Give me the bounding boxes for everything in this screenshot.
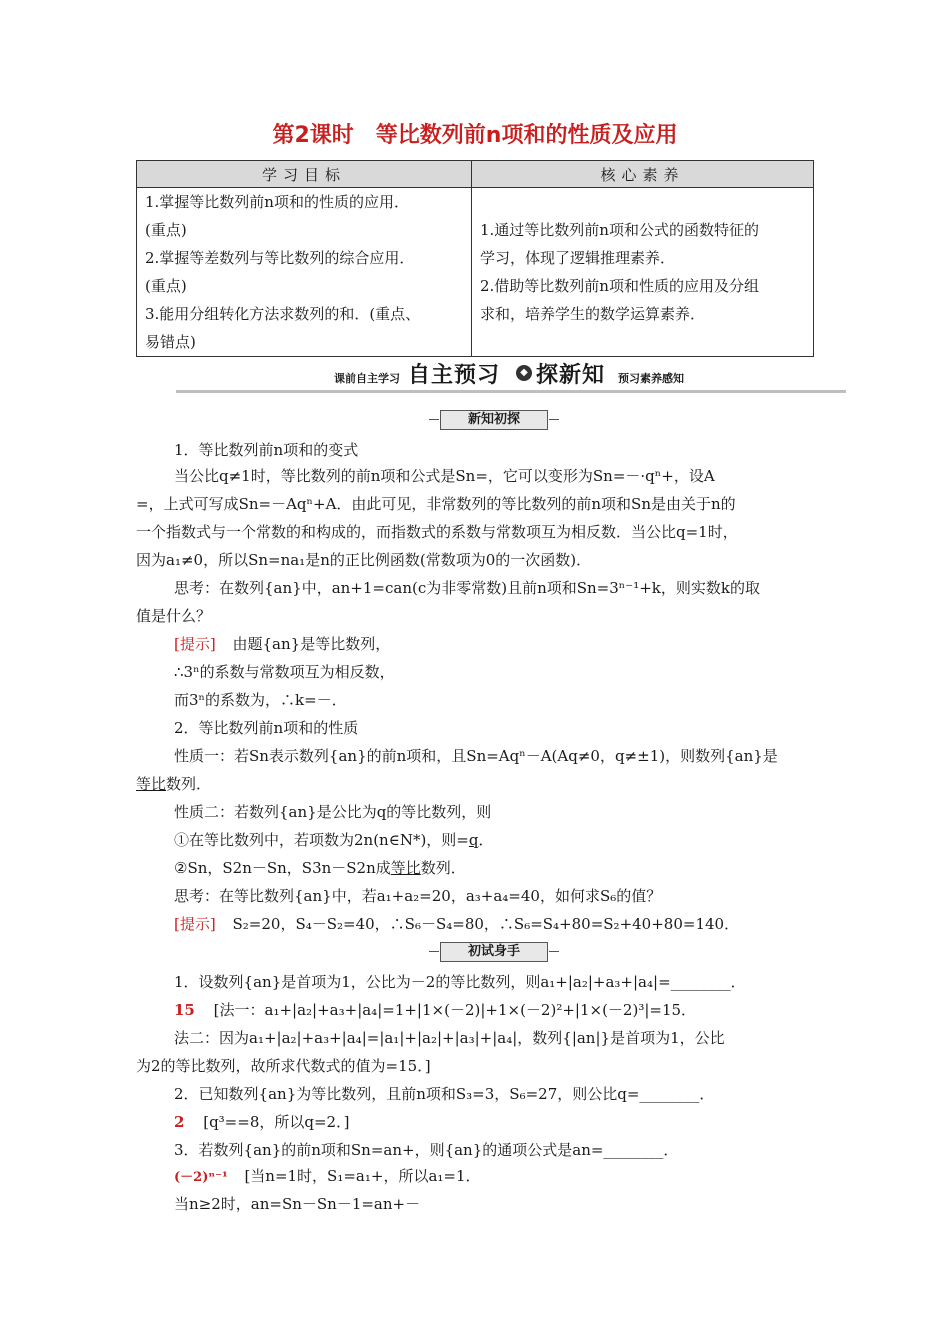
solution-text: [q³==8，所以q=2．] [203,1113,350,1131]
exercise-line: 当n≥2时，an=Sn－Sn－1=an+－ [174,1195,421,1213]
solution-text: [当n=1时，S₁=a₁+，所以a₁=1． [244,1167,481,1185]
text-line: ①在等比数列中，若项数为2n(n∈N*)，则=q． [174,831,494,849]
text-line-main: ①在等比数列中，若项数为2n(n∈N*)，则= [174,831,469,849]
tag-new-knowledge: 新知初探 [440,410,548,430]
goal-line: 易错点) [145,333,196,351]
text-line: 1．等比数列前n项和的变式 [174,441,359,459]
exercise-line [174,1166,854,1188]
hint-text: 由题{an}是等比数列， [232,635,391,653]
answer: 15 [174,1001,195,1019]
hint-line [174,914,854,934]
goal-line: 1.掌握等比数列前n项和的性质的应用． [145,193,409,211]
literacy-line: 1.通过等比数列前n项和公式的函数特征的 [480,221,759,239]
exercise-line: 3．若数列{an}的前n项和Sn=an+，则{an}的通项公式是an=________． [174,1141,679,1159]
text-line: ∴3ⁿ的系数与常数项互为相反数， [174,663,395,681]
hint-label: [提示] [174,635,216,653]
hint-label: [提示] [174,915,216,933]
text-line: 因为a₁≠0，所以Sn=na₁是n的正比例函数(常数项为0的一次函数)． [136,551,592,569]
tag-try-it: 初试身手 [440,942,548,962]
section-banner [176,360,846,393]
literacy-line: 学习，体现了逻辑推理素养． [480,249,676,267]
banner-dot-icon: ◆ [516,365,532,381]
exercise-line [174,1112,854,1132]
banner-right-small: 预习素养感知 [618,372,684,385]
text-line: 思考：在等比数列{an}中，若a₁+a₂=20，a₃+a₄=40，如何求S₆的值？ [174,887,662,905]
literacy-line: 2.借助等比数列前n项和性质的应用及分组 [480,277,759,295]
answer: (－2)ⁿ⁻¹ [174,1170,228,1185]
hint-text: S₂=20，S₄－S₂=40，∴S₆－S₄=80，∴S₆=S₄+80=S₂+40+80=140． [232,915,740,933]
banner-title-2: 探新知 [536,363,606,388]
text-line: 思考：在数列{an}中，an+1=can(c为非零常数)且前n项和Sn=3ⁿ⁻¹+k，则实数k的取 [174,579,760,597]
objectives-table [136,160,814,357]
goal-line: (重点) [145,221,187,239]
answer: 2 [174,1113,185,1131]
text-line: 性质一：若Sn表示数列{an}的前n项和，且Sn=Aqⁿ－A(Aq≠0，q≠±1)，则数列{an}是 [174,747,778,765]
goal-line: 3.能用分组转化方法求数列的和．(重点、 [145,305,421,323]
goal-line: 2.掌握等差数列与等比数列的综合应用． [145,249,415,267]
header-core-literacy: 核心素养 [472,161,814,188]
exercise-line: 2．已知数列{an}为等比数列，且前n项和S₃=3，S₆=27，则公比q=________． [174,1085,715,1103]
text-line-rest: 数列． [166,775,212,793]
fill-answer: q [468,831,479,849]
exercise-line [174,1000,854,1020]
literacy-line: 求和，培养学生的数学运算素养． [480,305,706,323]
exercise-line: 法二：因为a₁+|a₂|+a₃+|a₄|=|a₁|+|a₂|+|a₃|+|a₄|，数列{|an|}是首项为1，公比 [174,1029,725,1047]
fill-answer: 等比 [390,859,421,877]
header-learning-goals: 学习目标 [137,161,472,188]
text-line-main: ②Sn，S2n－Sn，S3n－S2n成 [174,859,391,877]
text-line: =，上式可写成Sn=－Aqⁿ+A．由此可见，非常数列的等比数列的前n项和Sn是由关于n的 [136,495,736,513]
text-line: 一个指数式与一个常数的和构成的，而指数式的系数与常数项互为相反数．当公比q=1时， [136,523,738,541]
solution-text: [法一：a₁+|a₂|+a₃+|a₄|=1+|1×(－2)|+1×(－2)²+|1×(－2)³|=15． [213,1001,697,1019]
hint-line [174,634,854,654]
exercise-line: 1．设数列{an}是首项为1，公比为－2的等比数列，则a₁+|a₂|+a₃+|a₄|=________． [174,973,746,991]
banner-left-small: 课前自主学习 [334,372,400,385]
banner-title-1: 自主预习 [408,363,501,388]
goal-line: (重点) [145,277,187,295]
text-line: 值是什么？ [136,607,212,625]
text-line: 而3ⁿ的系数为，∴k=－． [174,691,347,709]
text-line: 2．等比数列前n项和的性质 [174,719,359,737]
text-line-rest: 数列． [420,859,466,877]
exercise-line: 为2的等比数列，故所求代数式的值为=15．] [136,1057,431,1075]
fill-answer: 等比 [136,775,167,793]
text-line [174,858,854,878]
text-line [136,774,816,794]
text-line: 当公比q≠1时，等比数列的前n项和公式是Sn=，它可以变形为Sn=－·qⁿ+，设A [174,467,715,485]
text-line: 性质二：若数列{an}是公比为q的等比数列，则 [174,803,492,821]
page-title: 第2课时 等比数列前n项和的性质及应用 [272,123,678,148]
